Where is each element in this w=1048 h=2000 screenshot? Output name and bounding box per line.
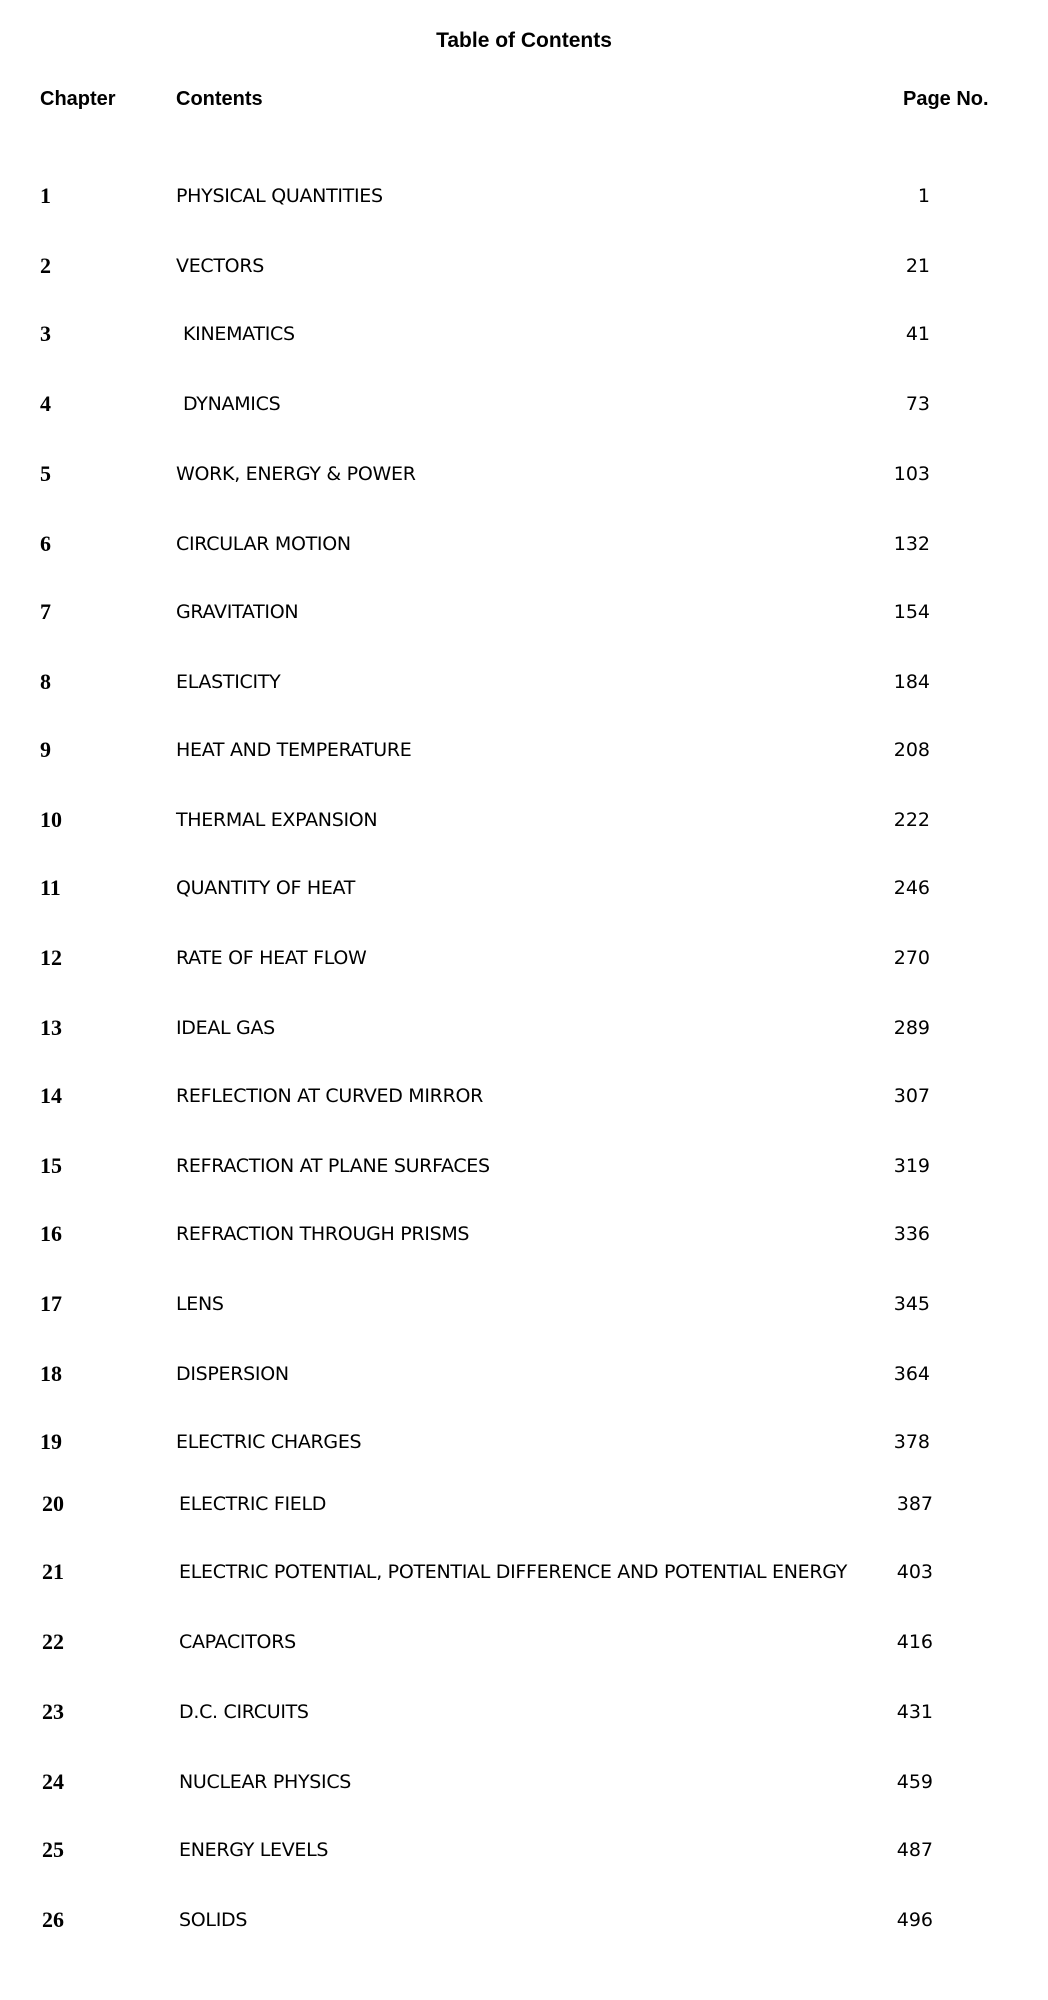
chapter-number: 16 — [40, 1221, 62, 1246]
page-number: 289 — [893, 1017, 930, 1039]
chapter-number: 4 — [40, 391, 51, 416]
page-number: 307 — [893, 1085, 930, 1107]
chapter-title: HEAT AND TEMPERATURE — [176, 739, 412, 761]
page-number: 487 — [896, 1839, 933, 1861]
toc-row — [0, 456, 1048, 492]
toc-row — [0, 178, 1048, 214]
page-number: 431 — [896, 1701, 933, 1723]
page-number: 208 — [893, 739, 930, 761]
page-number: 364 — [893, 1363, 930, 1385]
chapter-title: LENS — [176, 1293, 224, 1315]
toc-row — [0, 386, 1048, 422]
chapter-title: IDEAL GAS — [176, 1017, 275, 1039]
chapter-number: 20 — [42, 1491, 64, 1516]
toc-row — [0, 870, 1048, 906]
page-number: 154 — [893, 601, 930, 623]
page-number: 336 — [893, 1223, 930, 1245]
page-title: Table of Contents — [436, 29, 612, 52]
page-number: 103 — [893, 463, 930, 485]
chapter-title: ELECTRIC FIELD — [179, 1493, 327, 1515]
page-number: 416 — [896, 1631, 933, 1653]
toc-row — [0, 526, 1048, 562]
chapter-number: 23 — [42, 1699, 64, 1724]
chapter-number: 5 — [40, 461, 51, 486]
chapter-title: ELECTRIC CHARGES — [176, 1431, 362, 1453]
chapter-title: REFLECTION AT CURVED MIRROR — [176, 1085, 484, 1107]
toc-row — [0, 1832, 1048, 1868]
page-number: 403 — [896, 1561, 933, 1583]
toc-row — [0, 1764, 1048, 1800]
page-number: 270 — [893, 947, 930, 969]
chapter-number: 24 — [42, 1769, 64, 1794]
chapter-title: ELASTICITY — [176, 671, 281, 693]
chapter-number: 26 — [42, 1907, 64, 1932]
chapter-title: CIRCULAR MOTION — [176, 533, 351, 555]
chapter-number: 1 — [40, 183, 51, 208]
page-number: 345 — [893, 1293, 930, 1315]
page-number: 319 — [893, 1155, 930, 1177]
chapter-number: 10 — [40, 807, 62, 832]
chapter-number: 25 — [42, 1837, 64, 1862]
toc-row — [0, 1078, 1048, 1114]
chapter-title: D.C. CIRCUITS — [179, 1701, 309, 1723]
chapter-title: SOLIDS — [179, 1909, 248, 1931]
toc-row — [0, 664, 1048, 700]
chapter-number: 3 — [40, 321, 51, 346]
toc-row — [0, 1624, 1048, 1660]
toc-row — [0, 1694, 1048, 1730]
page-number: 1 — [917, 185, 930, 207]
chapter-title: REFRACTION AT PLANE SURFACES — [176, 1155, 490, 1177]
chapter-number: 17 — [40, 1291, 62, 1316]
toc-row — [0, 1554, 1048, 1590]
page-number: 21 — [905, 255, 930, 277]
chapter-number: 21 — [42, 1559, 64, 1584]
chapter-number: 2 — [40, 253, 51, 278]
chapter-number: 13 — [40, 1015, 62, 1040]
chapter-number: 18 — [40, 1361, 62, 1386]
column-header-chapter: Chapter — [40, 88, 116, 110]
chapter-number: 6 — [40, 531, 51, 556]
page-number: 132 — [893, 533, 930, 555]
toc-row — [0, 940, 1048, 976]
chapter-title: WORK, ENERGY & POWER — [176, 463, 416, 485]
toc-row — [0, 248, 1048, 284]
toc-row — [0, 732, 1048, 768]
page-number: 246 — [893, 877, 930, 899]
chapter-title: NUCLEAR PHYSICS — [179, 1771, 352, 1793]
chapter-title: VECTORS — [176, 255, 264, 277]
toc-row — [0, 316, 1048, 352]
chapter-title: ENERGY LEVELS — [179, 1839, 329, 1861]
table-header — [0, 84, 1048, 114]
page-number: 73 — [905, 393, 930, 415]
chapter-title: ELECTRIC POTENTIAL, POTENTIAL DIFFERENCE AND POTENTIAL ENERGY — [179, 1561, 848, 1583]
toc-row — [0, 1902, 1048, 1938]
chapter-number: 19 — [40, 1429, 62, 1454]
toc-row — [0, 1356, 1048, 1392]
chapter-title: DISPERSION — [176, 1363, 289, 1385]
chapter-title: CAPACITORS — [179, 1631, 296, 1653]
column-header-page: Page No. — [903, 88, 989, 110]
toc-row — [0, 1216, 1048, 1252]
chapter-number: 12 — [40, 945, 62, 970]
toc-row — [0, 1486, 1048, 1522]
chapter-number: 11 — [40, 875, 61, 900]
chapter-title: THERMAL EXPANSION — [176, 809, 378, 831]
toc-row — [0, 1148, 1048, 1184]
page-number: 41 — [905, 323, 930, 345]
page-number: 387 — [896, 1493, 933, 1515]
chapter-number: 15 — [40, 1153, 62, 1178]
chapter-title: DYNAMICS — [183, 393, 281, 415]
toc-row — [0, 1286, 1048, 1322]
page-number: 496 — [896, 1909, 933, 1931]
chapter-title: RATE OF HEAT FLOW — [176, 947, 367, 969]
toc-row — [0, 594, 1048, 630]
page-number: 459 — [896, 1771, 933, 1793]
column-header-contents: Contents — [176, 88, 263, 110]
chapter-number: 8 — [40, 669, 51, 694]
chapter-number: 14 — [40, 1083, 62, 1108]
chapter-title: GRAVITATION — [176, 601, 299, 623]
toc-row — [0, 1424, 1048, 1460]
chapter-title: KINEMATICS — [183, 323, 295, 345]
page-number: 222 — [893, 809, 930, 831]
chapter-title: PHYSICAL QUANTITIES — [176, 185, 383, 207]
page-number: 378 — [893, 1431, 930, 1453]
chapter-number: 9 — [40, 737, 51, 762]
chapter-number: 22 — [42, 1629, 64, 1654]
chapter-number: 7 — [40, 599, 51, 624]
toc-row — [0, 802, 1048, 838]
chapter-title: QUANTITY OF HEAT — [176, 877, 356, 899]
chapter-title: REFRACTION THROUGH PRISMS — [176, 1223, 470, 1245]
toc-row — [0, 1010, 1048, 1046]
page-number: 184 — [893, 671, 930, 693]
